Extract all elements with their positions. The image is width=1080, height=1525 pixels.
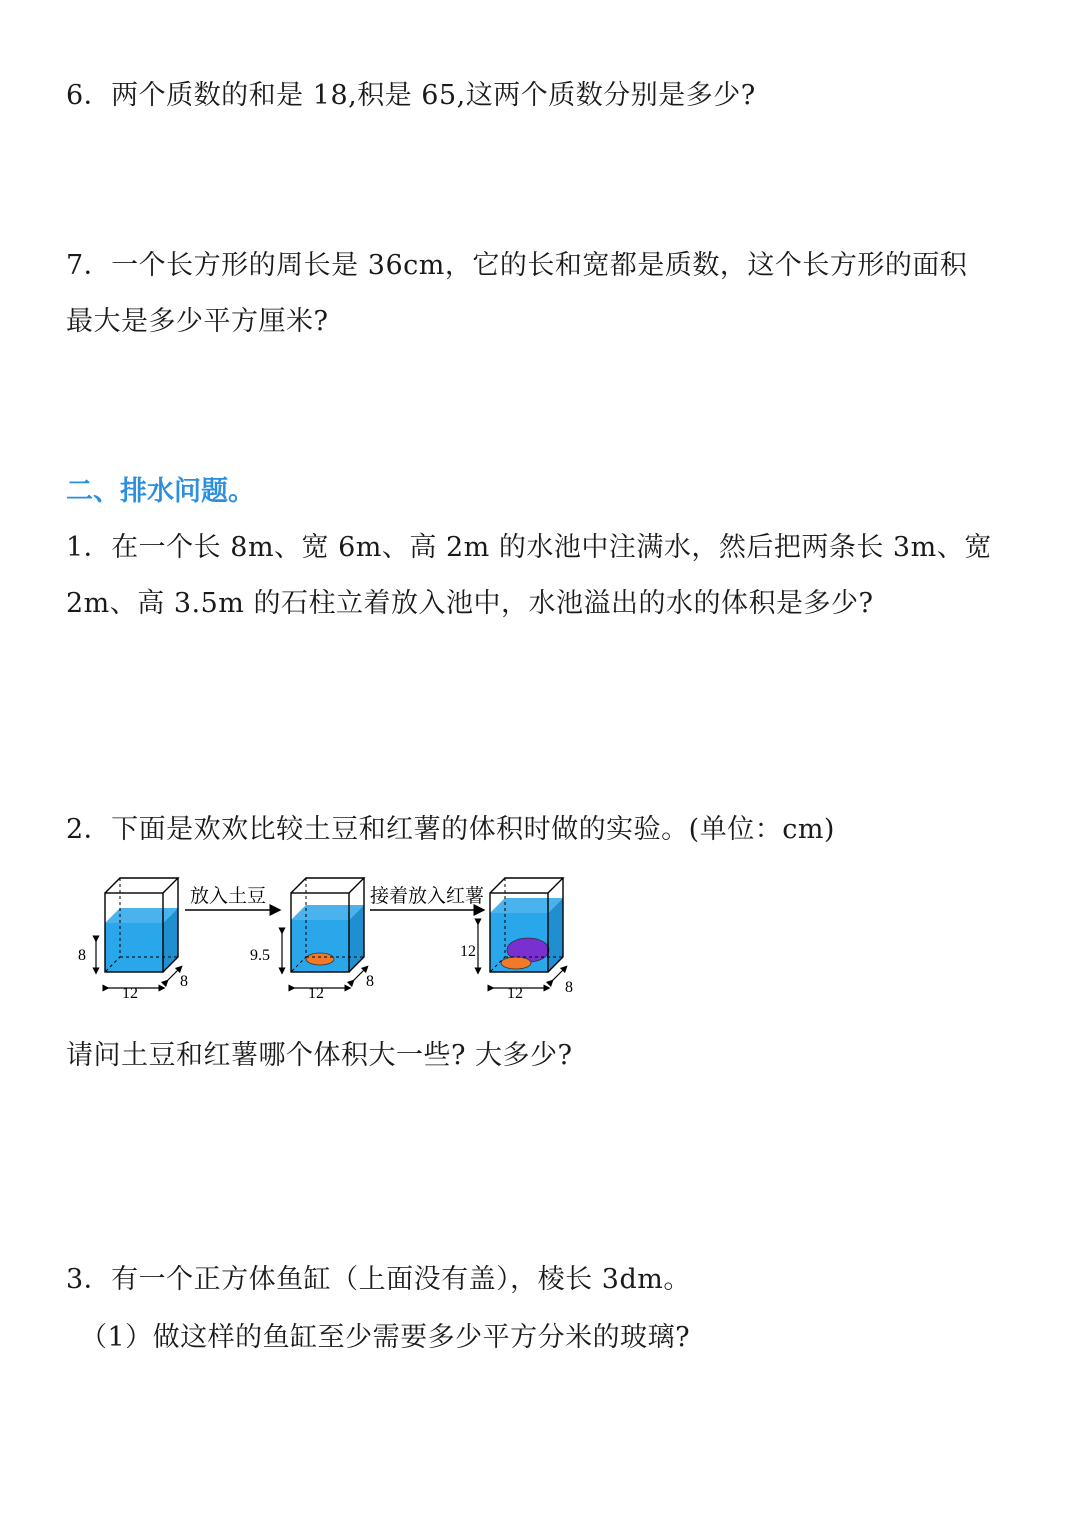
drainage-question-2-prompt: 请问土豆和红薯哪个体积大一些? 大多少?	[66, 1040, 573, 1071]
drainage-question-1-line-2: 2m、高 3.5m 的石柱立着放入池中，水池溢出的水的体积是多少?	[66, 588, 874, 619]
tank-1	[78, 878, 188, 1002]
drainage-question-2-text: 2．下面是欢欢比较土豆和红薯的体积时做的实验。(单位：cm)	[66, 814, 835, 845]
drainage-question-3-subquestion-1: （1）做这样的鱼缸至少需要多少平方分米的玻璃?	[80, 1322, 691, 1353]
tank-1-water-front	[105, 923, 163, 972]
tank-2-depth-label: 8	[366, 973, 374, 990]
tank-1-width-label: 12	[122, 985, 138, 1002]
question-6-text: 6．两个质数的和是 18,积是 65,这两个质数分别是多少?	[66, 80, 756, 111]
question-7-line-1: 7．一个长方形的周长是 36cm，它的长和宽都是质数，这个长方形的面积	[66, 250, 968, 281]
tank-1-depth-label: 8	[180, 973, 188, 990]
tank-3-width-label: 12	[507, 985, 523, 1002]
potato	[306, 953, 334, 965]
question-7-line-2: 最大是多少平方厘米?	[66, 306, 329, 337]
arrow-2-label: 接着放入红薯	[370, 886, 485, 907]
potato-in-tank-3	[501, 957, 531, 969]
section-title-drainage: 二、排水问题。	[66, 476, 255, 507]
arrow-1-label: 放入土豆	[190, 886, 267, 907]
drainage-question-1-line-1: 1．在一个长 8m、宽 6m、高 2m 的水池中注满水，然后把两条长 3m、宽	[66, 532, 992, 563]
drainage-question-3-text: 3．有一个正方体鱼缸（上面没有盖），棱长 3dm。	[66, 1264, 691, 1295]
tank-1-height-label: 8	[78, 947, 86, 964]
tank-3-depth-label: 8	[565, 979, 573, 996]
tank-2-width-label: 12	[308, 985, 324, 1002]
tank-3-height-label: 12	[460, 943, 476, 960]
tank-2-height-label: 9.5	[250, 947, 270, 964]
experiment-diagram	[70, 868, 590, 1008]
tank-2	[250, 878, 374, 1002]
